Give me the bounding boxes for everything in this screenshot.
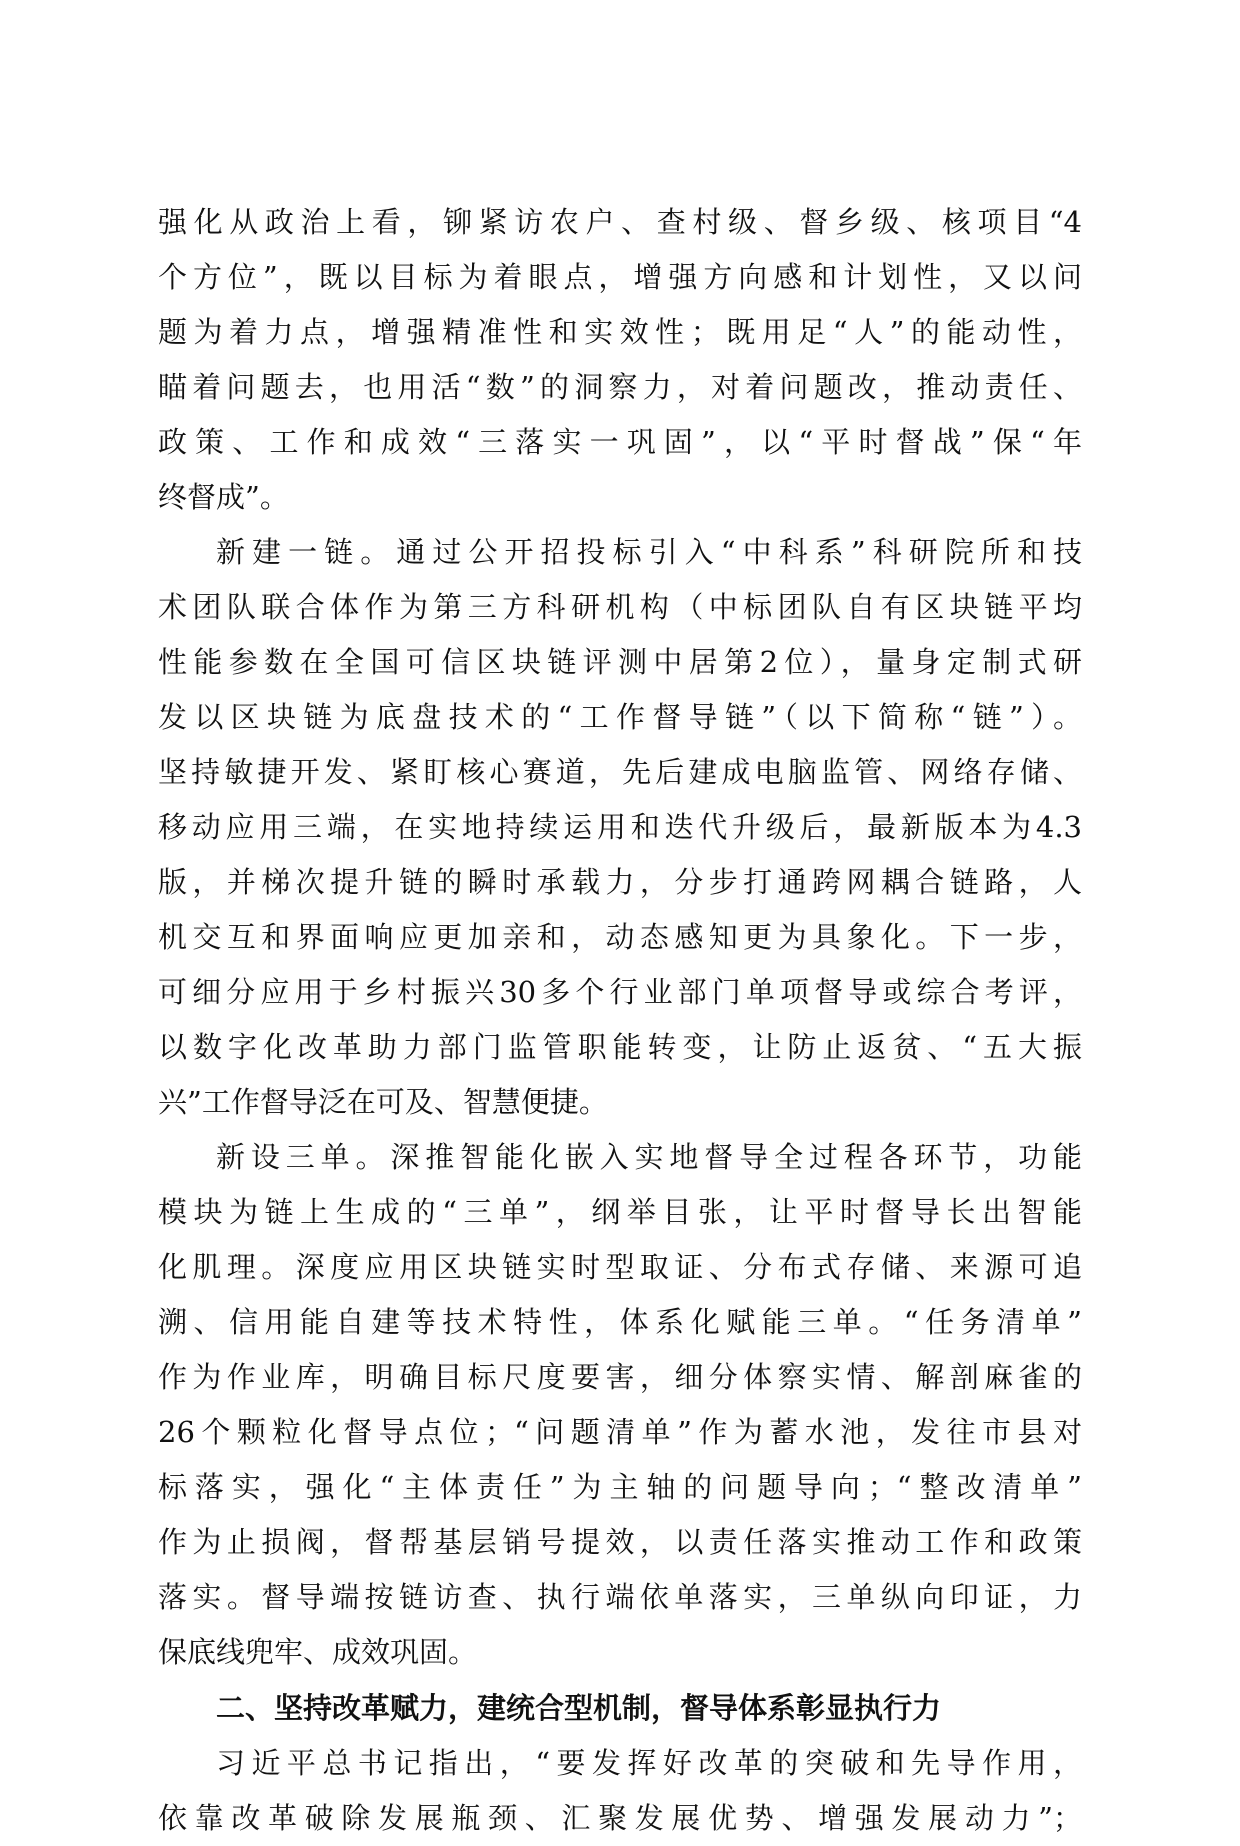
text-line: 术团队联合体作为第三方科研机构（中标团队自有区块链平均: [158, 590, 1082, 624]
text-line: 移动应用三端，在实地持续运用和迭代升级后，最新版本为4.3: [158, 810, 1082, 844]
text-line: 机交互和界面响应更加亲和，动态感知更为具象化。下一步，: [158, 920, 1082, 954]
paragraph-three-lists: [158, 1130, 1082, 1680]
section-heading: 二、坚持改革赋力，建统合型机制，督导体系彰显执行力: [216, 1691, 942, 1725]
text-line: 终督成”。: [158, 480, 289, 514]
text-line: 保底线兜牢、成效巩固。: [158, 1635, 478, 1669]
text-line: 性能参数在全国可信区块链评测中居第2位），量身定制式研: [158, 645, 1082, 679]
text-line: 习近平总书记指出，“要发挥好改革的突破和先导作用，: [216, 1746, 1082, 1780]
text-line: 可细分应用于乡村振兴30多个行业部门单项督导或综合考评，: [158, 975, 1082, 1009]
paragraph-new-chain: [158, 525, 1082, 1130]
text-line: 化肌理。深度应用区块链实时型取证、分布式存储、来源可追: [158, 1250, 1082, 1284]
text-line: 作为止损阀，督帮基层销号提效，以责任落实推动工作和政策: [158, 1525, 1082, 1559]
text-line: 作为作业库，明确目标尺度要害，细分体察实情、解剖麻雀的: [158, 1360, 1082, 1394]
document-body: [158, 195, 1082, 1846]
text-line: 版，并梯次提升链的瞬时承载力，分步打通跨网耦合链路，人: [158, 865, 1082, 899]
text-line: 新建一链。通过公开招投标引入“中科系”科研院所和技: [216, 535, 1082, 569]
text-line: 新设三单。深推智能化嵌入实地督导全过程各环节，功能: [216, 1140, 1082, 1174]
text-line: 坚持敏捷开发、紧盯核心赛道，先后建成电脑监管、网络存储、: [158, 755, 1082, 789]
text-line: 政策、工作和成效“三落实一巩固”，以“平时督战”保“年: [158, 425, 1082, 459]
text-line: 强化从政治上看，铆紧访农户、查村级、督乡级、核项目“4: [158, 205, 1082, 239]
text-line: 26个颗粒化督导点位；“问题清单”作为蓄水池，发往市县对: [158, 1415, 1082, 1449]
text-line: 落实。督导端按链访查、执行端依单落实，三单纵向印证，力: [158, 1580, 1082, 1614]
text-line: 依靠改革破除发展瓶颈、汇聚发展优势、增强发展动力”；: [158, 1801, 1082, 1835]
text-line: 个方位”，既以目标为着眼点，增强方向感和计划性，又以问: [158, 260, 1082, 294]
text-line: 标落实，强化“主体责任”为主轴的问题导向；“整改清单”: [158, 1470, 1082, 1504]
text-line: 溯、信用能自建等技术特性，体系化赋能三单。“任务清单”: [158, 1305, 1082, 1339]
text-line: 模块为链上生成的“三单”，纲举目张，让平时督导长出智能: [158, 1195, 1082, 1229]
text-line: 发以区块链为底盘技术的“工作督导链”（以下简称“链”）。: [158, 700, 1082, 734]
paragraph-continued: [158, 195, 1082, 525]
text-line: 以数字化改革助力部门监管职能转变，让防止返贫、“五大振: [158, 1030, 1082, 1064]
text-line: 瞄着问题去，也用活“数”的洞察力，对着问题改，推动责任、: [158, 370, 1082, 404]
text-line: 兴”工作督导泛在可及、智慧便捷。: [158, 1085, 608, 1119]
paragraph-reform: [158, 1736, 1082, 1846]
text-line: 题为着力点，增强精准性和实效性；既用足“人”的能动性，: [158, 315, 1082, 349]
